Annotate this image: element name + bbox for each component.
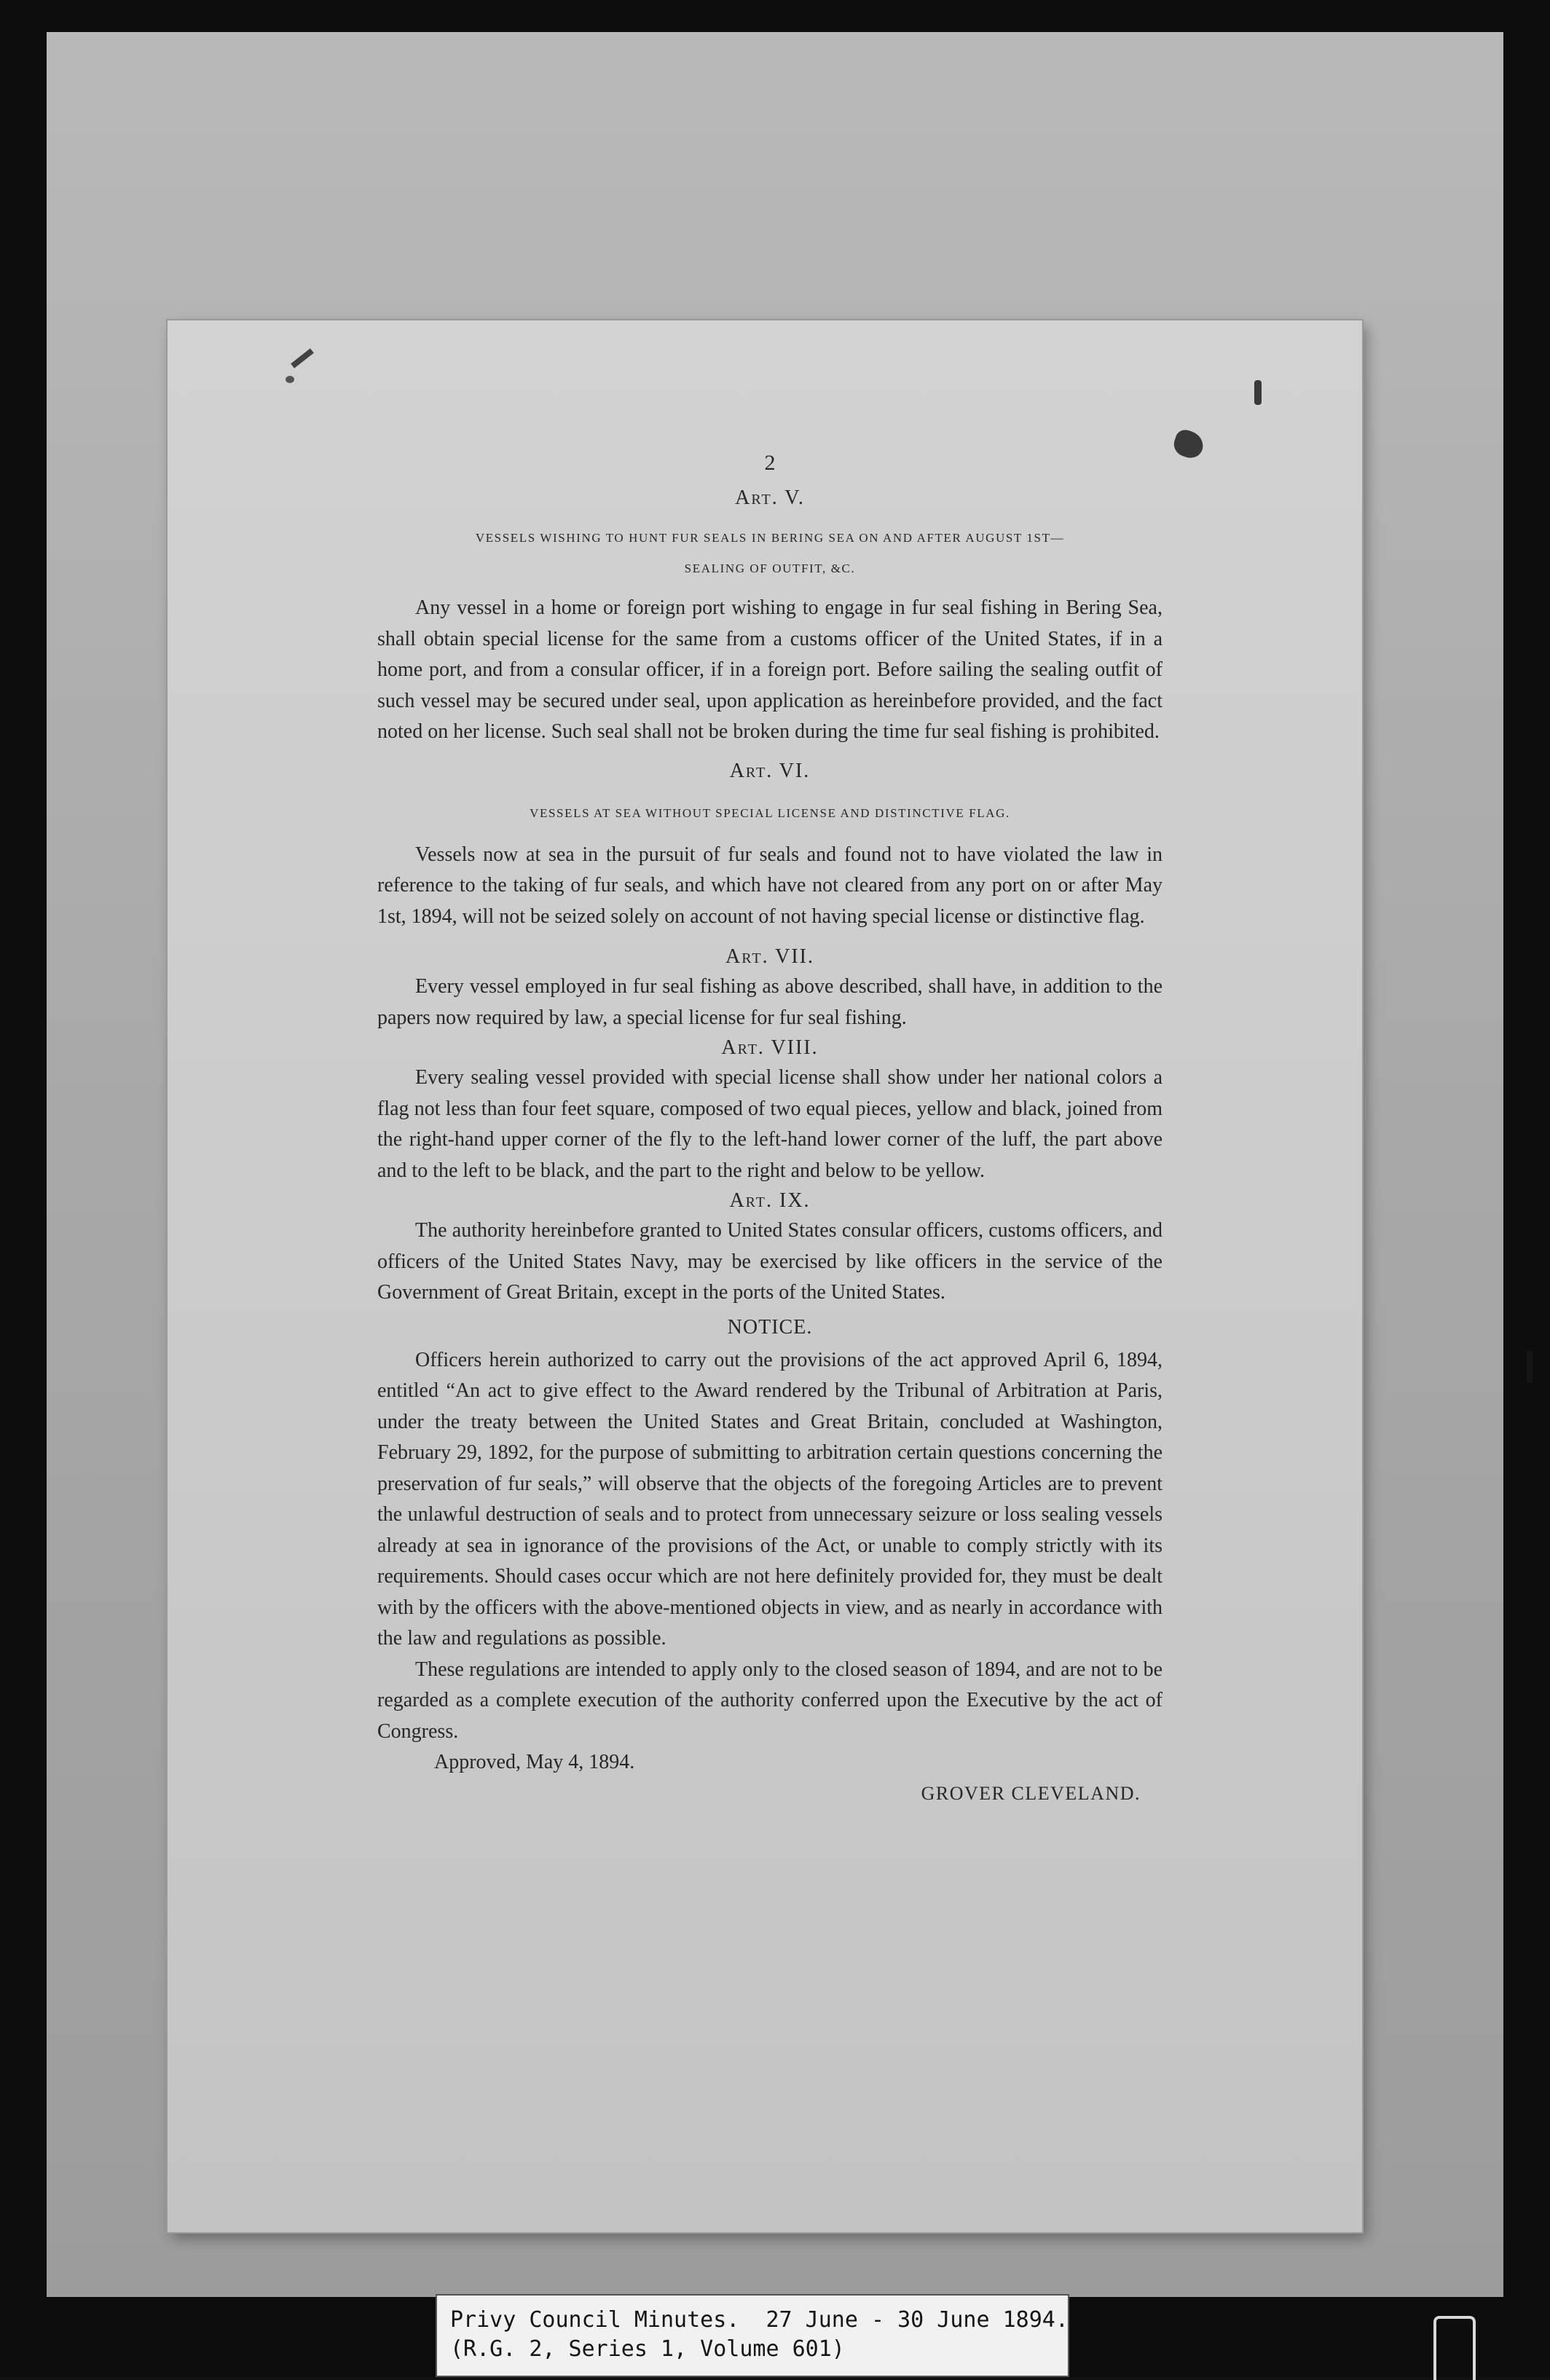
article-prefix: Art.	[735, 486, 779, 509]
article-9-text: The authority hereinbefore granted to United States consular officers, customs officers, and officers of the United States Navy, may be exercised by like officers in the service of the Government of Great Britain, except in the ports of the United States.	[377, 1219, 1162, 1304]
notice-text-2: These regulations are intended to apply only to the closed season of 1894, and are not to be regarded as a complete execution of the authority conferred upon the Executive by the act of Congress.	[377, 1658, 1162, 1743]
article-numeral: VI.	[779, 759, 811, 782]
ink-mark-top-right	[1254, 380, 1262, 405]
approval-date: Approved, May 4, 1894.	[434, 1751, 635, 1773]
article-prefix: Art.	[721, 1036, 765, 1059]
article-7-heading	[377, 942, 1162, 972]
film-clip	[1433, 2316, 1476, 2380]
ink-mark-top-left-dot	[286, 376, 294, 383]
document-text	[377, 450, 1162, 1808]
page-number: 2	[764, 451, 776, 475]
edge-mark-right	[1527, 1351, 1533, 1383]
article-5-subtitle	[377, 523, 1162, 584]
article-7-text: Every vessel employed in fur seal fishing as above described, shall have, in addition to the papers now required by law, a special license for fur seal fishing.	[377, 975, 1162, 1029]
article-numeral: IX.	[779, 1189, 811, 1212]
archive-label	[436, 2294, 1069, 2377]
article-5-text: Any vessel in a home or foreign port wishing to engage in fur seal fishing in Bering Sea, shall obtain special license for the same from a customs officer of the United States, if in a home port, and from a consular officer, if in a foreign port. Before sailing the sealing outfit of such vessel may be secured under seal, upon application as hereinbefore provided, and the fact noted on her license. Such seal shall not be broken during the time fur seal fishing is prohibited.	[377, 596, 1162, 743]
article-6-subtitle: VESSELS AT SEA WITHOUT SPECIAL LICENSE AND DISTINCTIVE FLAG.	[530, 805, 1010, 820]
article-5-subtitle-line1: VESSELS WISHING TO HUNT FUR SEALS IN BERING SEA ON AND AFTER AUGUST 1ST—	[475, 531, 1065, 545]
notice-text-1: Officers herein authorized to carry out the provisions of the act approved April 6, 1894, entitled “An act to give effect to the Award rendered by the Tribunal of Arbitration at Paris, under the treaty between the United States and Great Britain, concluded at Washington, February 29, 1892, for the purpose of submitting to arbitration certain questions concerning the preservation of fur seals,” will observe that the objects of the foregoing Articles are to prevent the unlawful destruction of seals and to protect from unnecessary seizure or loss sealing vessels already at sea in ignorance of the provisions of the Act, or unable to comply strictly with its requirements. Should cases occur which are not here definitely provided for, they must be dealt with by the officers with the above-mentioned objects in view, and as nearly in accordance with the law and regulations as possible.	[377, 1348, 1162, 1650]
notice-heading: NOTICE.	[727, 1315, 813, 1339]
article-5-subtitle-line2: SEALING OF OUTFIT, &C.	[684, 561, 856, 575]
article-prefix: Art.	[725, 945, 769, 968]
article-numeral: VII.	[775, 945, 814, 968]
article-5-heading	[377, 484, 1162, 513]
article-prefix: Art.	[729, 759, 774, 782]
article-8-text: Every sealing vessel provided with special license shall show under her national colors a flag not less than four feet square, composed of two equal pieces, yellow and black, joined from the right-hand upper corner of the fly to the left-hand lower corner of the luff, the part above and to the left to be black, and the part to the right and below to be yellow.	[377, 1066, 1162, 1182]
article-8-heading	[377, 1033, 1162, 1063]
article-6-text: Vessels now at sea in the pursuit of fur seals and found not to have violated the law in reference to the taking of fur seals, and which have not cleared from any port on or after May 1st, 1894, will not be seized solely on account of not having special license or distinctive flag.	[377, 843, 1162, 928]
article-numeral: V.	[784, 486, 805, 509]
signature: GROVER CLEVELAND.	[921, 1783, 1141, 1804]
article-6-heading	[377, 757, 1162, 786]
archive-label-line1: Privy Council Minutes. 27 June - 30 June 1894.	[450, 2307, 1069, 2333]
archive-label-line2: (R.G. 2, Series 1, Volume 601)	[450, 2336, 845, 2362]
article-prefix: Art.	[729, 1189, 774, 1212]
article-numeral: VIII.	[771, 1036, 819, 1059]
article-9-heading	[377, 1186, 1162, 1215]
